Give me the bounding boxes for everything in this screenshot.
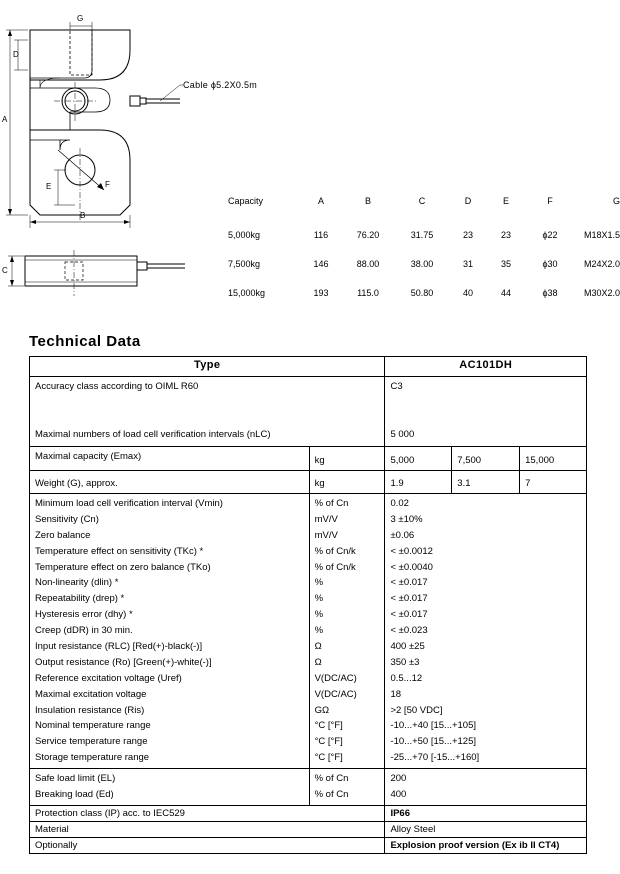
dim-letter-f: F xyxy=(105,180,110,189)
spec-label: Breaking load (Ed) xyxy=(35,789,114,801)
spec-unit: °C [°F] xyxy=(314,752,343,764)
weight-value: 3.1 xyxy=(452,471,520,494)
spec-value: 400 xyxy=(390,789,407,801)
optionally-label: Optionally xyxy=(30,837,385,853)
table-row xyxy=(228,249,620,278)
dim-cell: 31.75 xyxy=(410,229,434,240)
dim-cell: 115.0 xyxy=(357,287,379,298)
spec-unit: Ω xyxy=(314,656,322,668)
spec-value: < ±0.0012 xyxy=(390,545,433,557)
dim-cell: ϕ30 xyxy=(542,258,558,269)
dim-letter-a: A xyxy=(2,115,8,124)
spec-unit: mV/V xyxy=(314,513,338,525)
capacity-value: 7,500 xyxy=(452,447,520,471)
spec-unit: % of Cn/k xyxy=(314,561,356,573)
dimension-table xyxy=(228,196,620,307)
table-row xyxy=(30,769,587,806)
spec-value: 400 ±25 xyxy=(390,641,425,653)
dim-cell: 76.20 xyxy=(356,229,380,240)
dim-letter-e: E xyxy=(46,182,52,191)
spec-unit: % xyxy=(314,609,324,621)
dim-cell: 88.00 xyxy=(356,258,380,269)
dim-header-g: G xyxy=(612,196,620,206)
spec-unit: mV/V xyxy=(314,529,338,541)
protection-label: Protection class (IP) acc. to IEC529 xyxy=(30,805,385,821)
weight-label: Weight (G), approx. xyxy=(30,471,310,494)
spec-label: Safe load limit (EL) xyxy=(35,773,116,785)
spec-unit: °C [°F] xyxy=(314,736,343,748)
intervals-value: 5 000 xyxy=(390,429,415,440)
table-row xyxy=(30,837,587,853)
load-limit-units xyxy=(309,769,385,806)
spec-unit: GΩ xyxy=(314,704,330,716)
spec-value: < ±0.017 xyxy=(390,609,428,621)
dim-cell: 7,500kg xyxy=(228,258,261,269)
dim-cell: 5,000kg xyxy=(228,229,261,240)
spec-value: -25...+70 [-15...+160] xyxy=(390,752,480,764)
spec-value: 3 ±10% xyxy=(390,513,423,525)
spec-value: ±0.06 xyxy=(390,529,415,541)
spec-label: Sensitivity (Cn) xyxy=(35,513,99,525)
spec-value: 350 ±3 xyxy=(390,656,420,668)
spec-value: < ±0.023 xyxy=(390,625,428,637)
spec-value: < ±0.0040 xyxy=(390,561,433,573)
dim-cell: ϕ38 xyxy=(542,287,558,298)
spec-unit: % of Cn xyxy=(314,498,349,509)
spec-value: -10...+50 [15...+125] xyxy=(390,736,477,748)
spec-value: -10...+40 [15...+105] xyxy=(390,720,477,732)
spec-unit: V(DC/AC) xyxy=(314,672,357,684)
capacity-value: 5,000 xyxy=(385,447,452,471)
capacity-unit: kg xyxy=(309,447,385,471)
spec-unit: % xyxy=(314,625,324,637)
spec-label: Output resistance (Ro) [Green(+)-white(-)] xyxy=(35,656,212,668)
dim-header-a: A xyxy=(317,196,324,206)
protection-value: IP66 xyxy=(385,805,587,821)
dim-cell: 44 xyxy=(500,287,511,298)
material-value: Alloy Steel xyxy=(385,821,587,837)
spec-label: Storage temperature range xyxy=(35,752,150,764)
spec-values xyxy=(385,494,587,769)
dim-cell: M18X1.5 xyxy=(583,229,620,240)
spec-value: 200 xyxy=(390,773,407,785)
dim-cell: 15,000kg xyxy=(228,287,266,298)
table-row xyxy=(228,220,620,249)
table-row xyxy=(228,278,620,307)
spec-unit: °C [°F] xyxy=(314,720,343,732)
dim-header-c: C xyxy=(418,196,426,206)
spec-label: Maximal excitation voltage xyxy=(35,688,147,700)
spec-label: Minimum load cell verification interval (Vmin) xyxy=(35,498,223,509)
load-limit-labels xyxy=(30,769,310,806)
spec-unit: V(DC/AC) xyxy=(314,688,357,700)
dim-cell: M24X2.0 xyxy=(583,258,620,269)
optionally-value: Explosion proof version (Ex ib II CT4) xyxy=(385,837,587,853)
spec-value: < ±0.017 xyxy=(390,593,428,605)
dim-cell: 31 xyxy=(462,258,473,269)
load-limit-values xyxy=(385,769,587,806)
accuracy-label: Accuracy class according to OIML R60 xyxy=(35,381,199,392)
dimension-header-row xyxy=(228,196,620,220)
table-header-row xyxy=(30,357,587,377)
dim-cell: M30X2.0 xyxy=(583,287,620,298)
spec-label: Zero balance xyxy=(35,529,91,541)
dim-cell: 50.80 xyxy=(410,287,434,298)
spec-unit: % of Cn xyxy=(314,773,349,785)
spec-label: Input resistance (RLC) [Red(+)-black(-)] xyxy=(35,641,203,653)
table-row xyxy=(30,821,587,837)
spec-label: Hysteresis error (dhy) * xyxy=(35,609,133,621)
spec-label: Nominal temperature range xyxy=(35,720,151,732)
cable-label: Cable ϕ5.2X0.5m xyxy=(183,80,258,90)
weight-value: 7 xyxy=(520,471,587,494)
dim-cell: 146 xyxy=(313,258,329,269)
dim-letter-b: B xyxy=(80,211,86,220)
dim-cell: 116 xyxy=(313,229,329,240)
dim-cell: 23 xyxy=(500,229,511,240)
dim-cell: 38.00 xyxy=(410,258,434,269)
dim-header-b: B xyxy=(364,196,371,206)
capacity-value: 15,000 xyxy=(520,447,587,471)
spec-units xyxy=(309,494,385,769)
dim-header-capacity: Capacity xyxy=(228,196,264,206)
table-row xyxy=(30,494,587,769)
spec-unit: % of Cn xyxy=(314,789,349,801)
spec-label: Non-linearity (dlin) * xyxy=(35,577,119,589)
spec-label: Repeatability (drep) * xyxy=(35,593,125,605)
dim-cell: 35 xyxy=(500,258,511,269)
dim-cell: ϕ22 xyxy=(542,229,558,240)
spec-label: Temperature effect on zero balance (TKo) xyxy=(35,561,211,573)
spec-labels xyxy=(30,494,310,769)
dim-header-e: E xyxy=(502,196,509,206)
spec-unit: % xyxy=(314,593,324,605)
dim-cell: 193 xyxy=(313,287,329,298)
spec-label: Creep (dDR) in 30 min. xyxy=(35,625,133,637)
dim-cell: 40 xyxy=(462,287,473,298)
dim-cell: 23 xyxy=(462,229,473,240)
material-label: Material xyxy=(30,821,385,837)
accuracy-value: C3 xyxy=(390,381,403,392)
table-row xyxy=(30,805,587,821)
dim-letter-d: D xyxy=(13,50,19,59)
capacity-label: Maximal capacity (Emax) xyxy=(30,447,310,471)
spec-unit: Ω xyxy=(314,641,322,653)
spec-value: >2 [50 VDC] xyxy=(390,704,443,716)
dim-letter-g: G xyxy=(77,14,84,23)
weight-unit: kg xyxy=(309,471,385,494)
spec-value: < ±0.017 xyxy=(390,577,428,589)
load-cell-body xyxy=(30,30,130,215)
spec-value: 18 xyxy=(390,688,402,700)
section-title: Technical Data xyxy=(29,333,141,350)
dim-header-f: F xyxy=(547,196,553,206)
table-row xyxy=(30,447,587,471)
technical-data-table xyxy=(29,356,587,854)
table-row xyxy=(30,471,587,494)
intervals-label: Maximal numbers of load cell verification intervals (nLC) xyxy=(35,429,271,440)
spec-label: Service temperature range xyxy=(35,736,148,748)
spec-value: 0.02 xyxy=(390,498,409,509)
spec-value: 0.5...12 xyxy=(390,672,423,684)
load-cell-side-view xyxy=(25,256,137,286)
spec-label: Insulation resistance (Ris) xyxy=(35,704,145,716)
type-header: Type xyxy=(30,357,385,377)
spec-label: Reference excitation voltage (Uref) xyxy=(35,672,182,684)
spec-unit: % xyxy=(314,577,324,589)
spec-label: Temperature effect on sensitivity (TKc) * xyxy=(35,545,204,557)
dim-letter-c: C xyxy=(2,266,8,275)
spec-unit: % of Cn/k xyxy=(314,545,356,557)
dim-header-d: D xyxy=(464,196,472,206)
model-header: AC101DH xyxy=(385,357,587,377)
weight-value: 1.9 xyxy=(385,471,452,494)
table-row xyxy=(30,377,587,447)
